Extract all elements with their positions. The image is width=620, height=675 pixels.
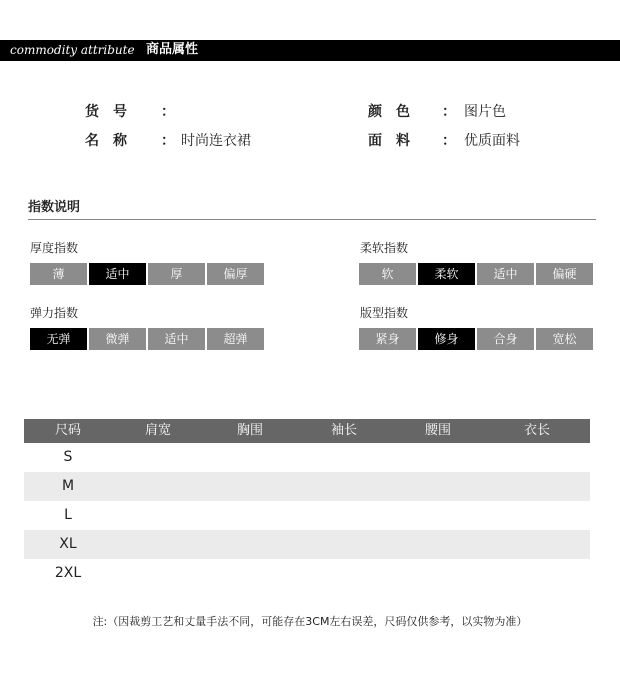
size-cell: S — [63, 449, 73, 465]
attr-color — [368, 103, 588, 121]
softness-index-title: 柔软指数 — [360, 241, 409, 255]
section-divider — [28, 219, 596, 220]
scale-option: 适中 — [89, 263, 146, 285]
scale-option: 适中 — [148, 328, 205, 350]
fit-index-title: 版型指数 — [360, 306, 409, 320]
size-table — [24, 419, 590, 588]
index-section-title: 指数说明 — [28, 200, 81, 215]
size-cell: M — [61, 478, 75, 494]
header-bar — [0, 40, 620, 61]
table-row — [24, 530, 590, 559]
scale-option: 微弹 — [89, 328, 146, 350]
scale-option: 软 — [359, 263, 416, 285]
scale-option: 薄 — [30, 263, 87, 285]
size-cell: 2XL — [54, 565, 82, 581]
thickness-index-title: 厚度指数 — [30, 241, 79, 255]
elasticity-index-title: 弹力指数 — [30, 306, 79, 320]
attr-key: 货 号 — [85, 104, 127, 120]
scale-option: 合身 — [477, 328, 534, 350]
elasticity-scale — [30, 328, 264, 350]
attr-key: 名 称 — [85, 133, 127, 149]
attr-colon: ： — [442, 133, 456, 149]
fit-scale — [359, 328, 593, 350]
scale-option: 厚 — [148, 263, 205, 285]
table-row — [24, 443, 590, 472]
scale-option: 紧身 — [359, 328, 416, 350]
scale-option: 宽松 — [536, 328, 593, 350]
attr-key: 颜 色 — [368, 104, 410, 120]
size-table-header — [24, 419, 590, 443]
scale-option: 偏厚 — [207, 263, 264, 285]
header-zh-title: 商品属性 — [146, 42, 199, 57]
column-header: 胸围 — [236, 423, 263, 438]
attr-colon: ： — [161, 133, 175, 149]
thickness-scale — [30, 263, 264, 285]
scale-option: 柔软 — [418, 263, 475, 285]
attr-colon: ： — [161, 104, 175, 120]
table-row — [24, 472, 590, 501]
attr-value: 时尚连衣裙 — [181, 133, 251, 149]
size-cell: XL — [59, 536, 77, 552]
attr-fabric — [368, 132, 588, 150]
attr-value: 图片色 — [464, 104, 506, 120]
attr-colon: ： — [442, 104, 456, 120]
size-cell: L — [64, 507, 72, 523]
column-header: 衣长 — [523, 423, 550, 438]
table-row — [24, 559, 590, 588]
scale-option: 偏硬 — [536, 263, 593, 285]
measurement-note: 注:（因裁剪工艺和丈量手法不同，可能存在3CM左右误差，尺码仅供参考，以实物为准） — [92, 615, 528, 628]
column-header: 腰围 — [424, 423, 451, 438]
header-en-title: commodity attribute — [10, 43, 135, 57]
scale-option: 适中 — [477, 263, 534, 285]
column-header: 肩宽 — [144, 423, 171, 438]
column-header: 袖长 — [330, 423, 357, 438]
column-header: 尺码 — [54, 423, 81, 438]
scale-option: 无弹 — [30, 328, 87, 350]
scale-option: 修身 — [418, 328, 475, 350]
attr-value: 优质面料 — [464, 133, 520, 149]
attr-name — [85, 132, 315, 150]
attr-key: 面 料 — [368, 133, 410, 149]
attr-item-number — [85, 103, 315, 121]
scale-option: 超弹 — [207, 328, 264, 350]
table-row — [24, 501, 590, 530]
softness-scale — [359, 263, 593, 285]
